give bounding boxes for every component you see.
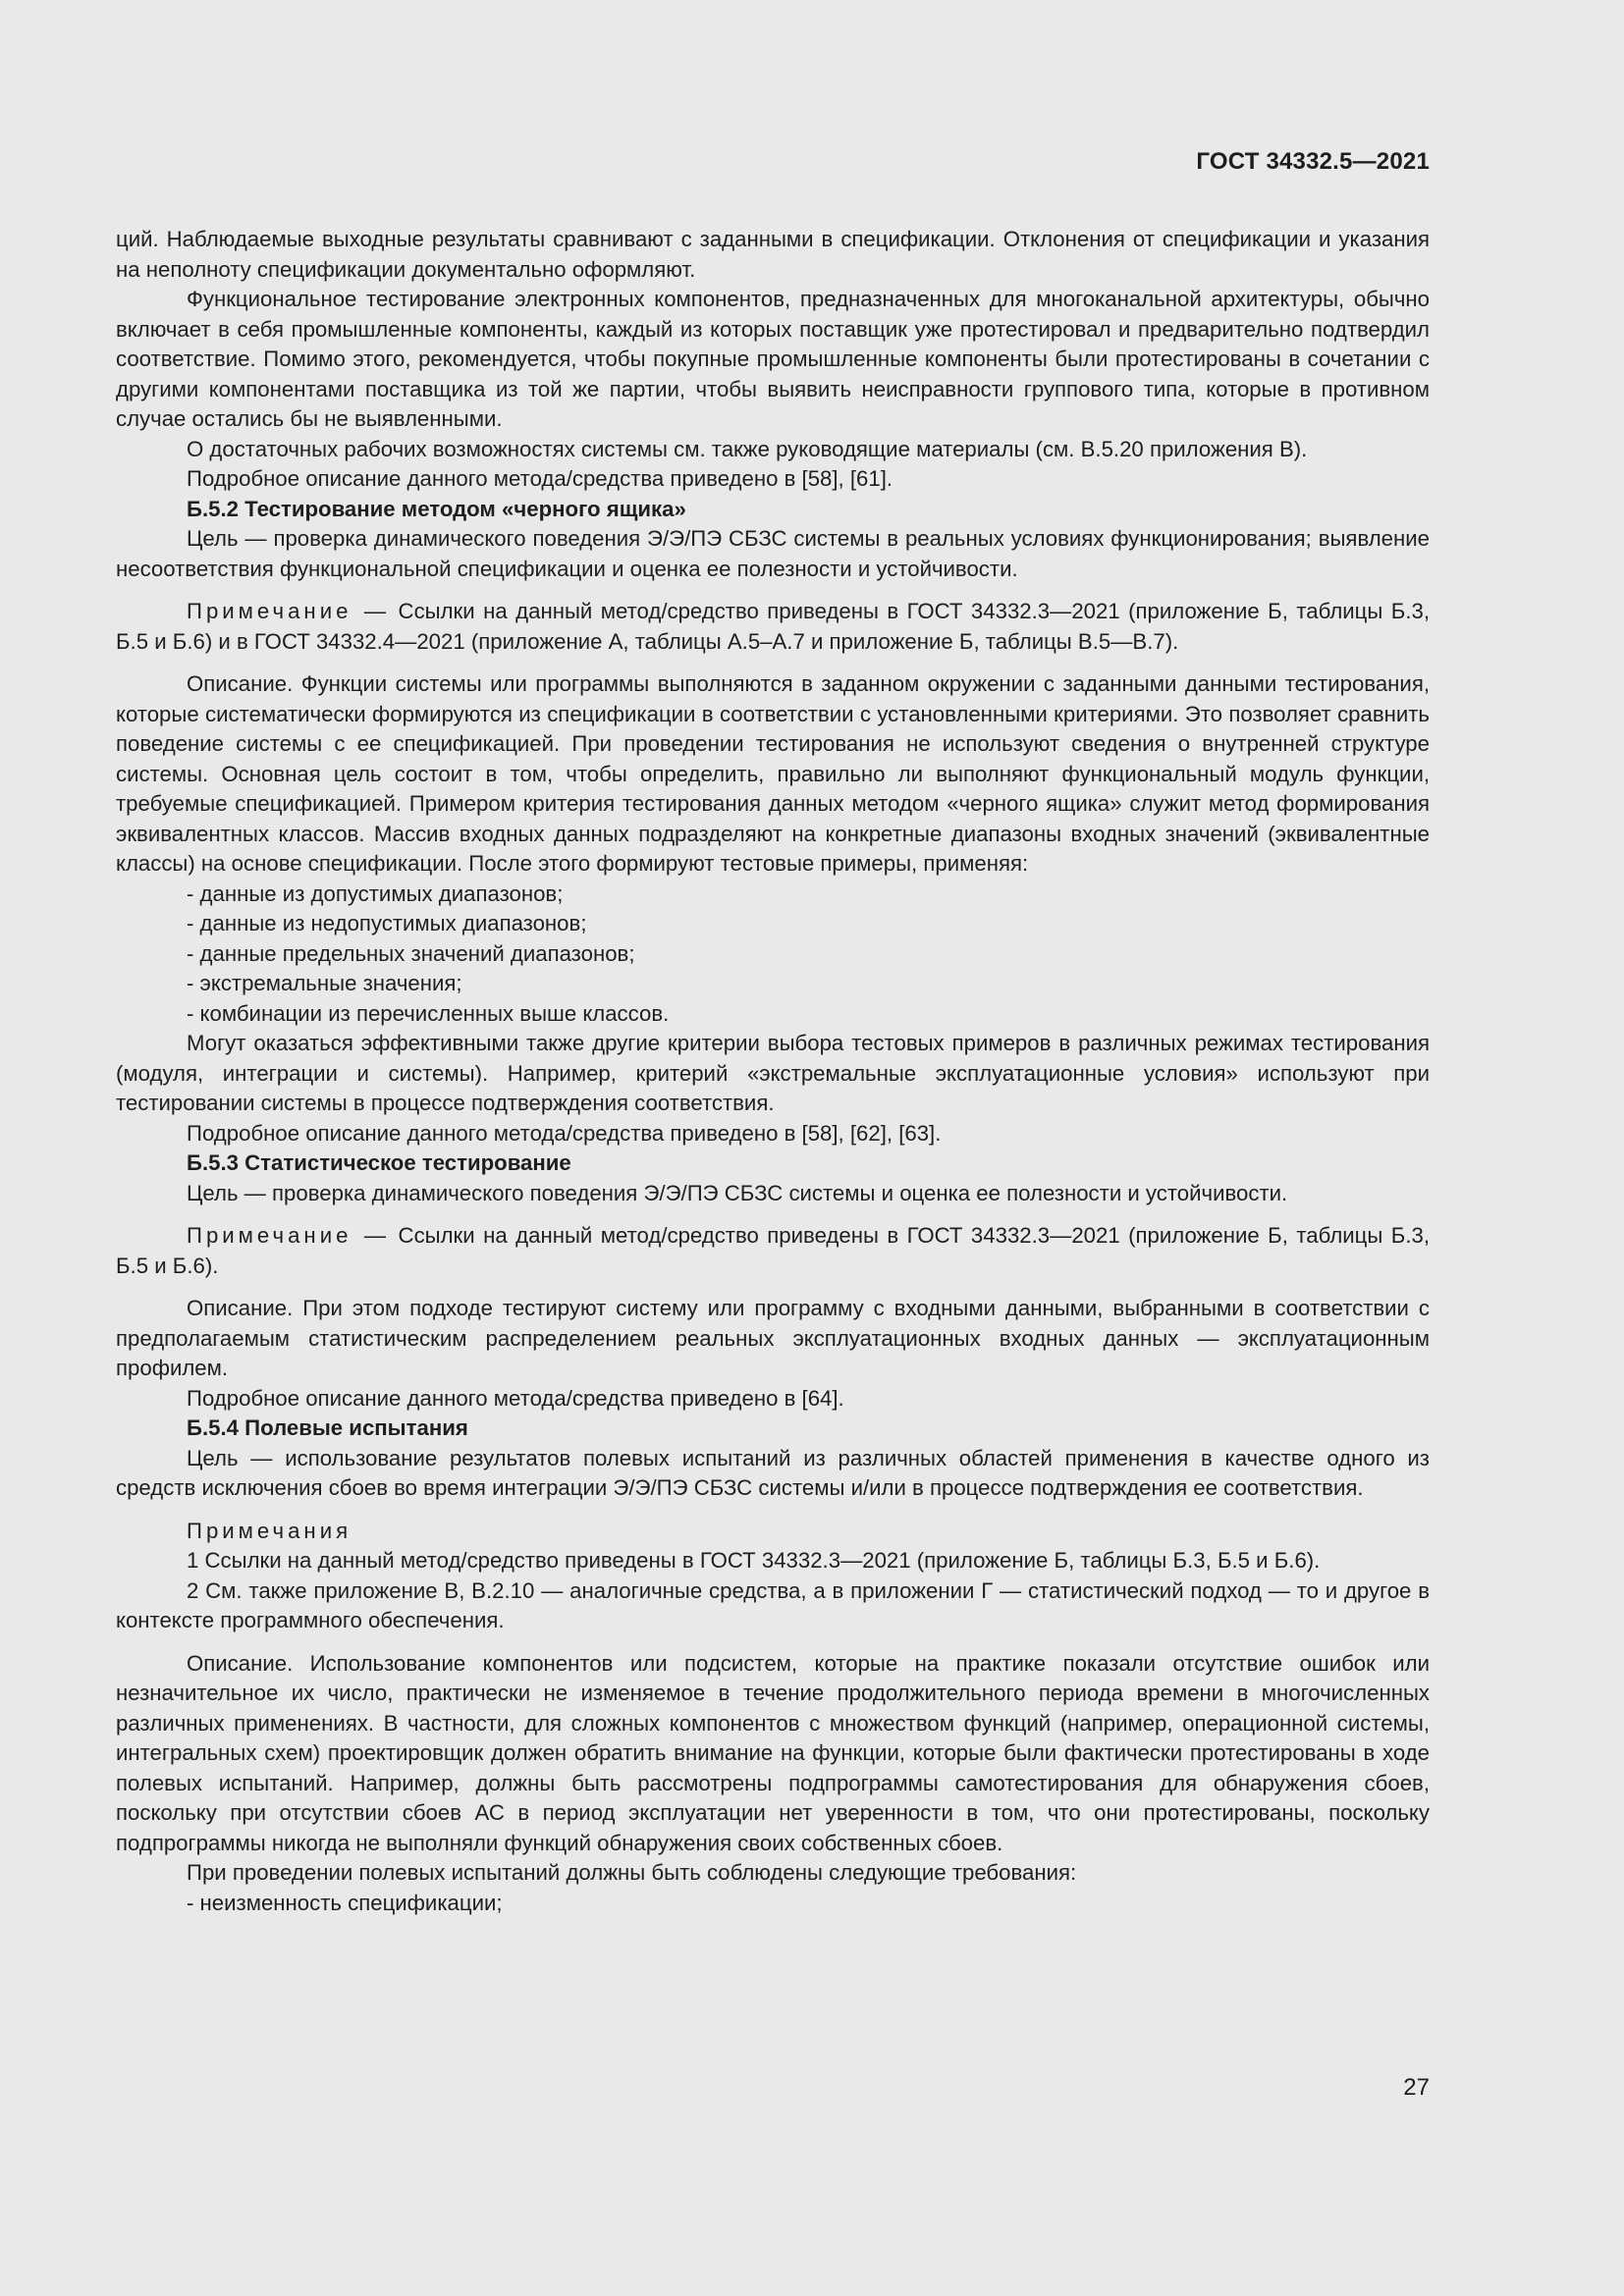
paragraph: О достаточных рабочих возможностях системы см. также руководящие материалы (см. В.5.20 приложения В). xyxy=(187,436,1308,461)
paragraph: Подробное описание данного метода/средства приведено в [64]. xyxy=(187,1385,844,1411)
list-item: - комбинации из перечисленных выше классов. xyxy=(187,1000,670,1026)
paragraph: Функциональное тестирование электронных компонентов, предназначенных для многоканальной архитектуры, обычно включает в себя промышленные компоненты, каждый из которых поставщик уже протестировал и предварительно подтвердил соответствие. Помимо этого, рекомендуется, чтобы покупные промышленные компоненты были протестированы в сочетании с другими компонентами поставщика из той же партии, чтобы выявить неисправности группового типа, которые в противном случае остались бы не выявленными. xyxy=(116,287,1430,431)
paragraph: Цель — проверка динамического поведения Э/Э/ПЭ СБЗС системы в реальных условиях функционирования; выявление несоответствия функциональной спецификации и оценка ее полезности и устойчивости. xyxy=(116,526,1430,581)
list-item: - данные из допустимых диапазонов; xyxy=(187,881,564,906)
document-page xyxy=(116,0,1430,2296)
document-body xyxy=(116,225,1430,1918)
note-item: 1 Ссылки на данный метод/средство приведены в ГОСТ 34332.3—2021 (приложение Б, таблицы Б.3, Б.5 и Б.6). xyxy=(187,1548,1321,1573)
paragraph: Подробное описание данного метода/средства приведено в [58], [61]. xyxy=(187,466,893,491)
note-text: Ссылки на данный метод/средство приведены в ГОСТ 34332.3—2021 (приложение Б, таблицы Б.3, Б.5 и Б.6). xyxy=(116,1223,1431,1278)
paragraph: Описание. При этом подходе тестируют систему или программу с входными данными, выбранными в соответствии с предполагаемым статистическим распределением реальных эксплуатационных входных данных — эксплуатационным профилем. xyxy=(116,1296,1430,1380)
paragraph: Цель — проверка динамического поведения Э/Э/ПЭ СБЗС системы и оценка ее полезности и устойчивости. xyxy=(187,1180,1288,1205)
note-text: Ссылки на данный метод/средство приведены в ГОСТ 34332.3—2021 (приложение Б, таблицы Б.3, Б.5 и Б.6) и в ГОСТ 34332.4—2021 (приложение А, таблицы А.5–А.7 и приложение Б, таблицы В.5—В.7). xyxy=(116,599,1431,654)
paragraph: Описание. Использование компонентов или подсистем, которые на практике показали отсутствие ошибок или незначительное их число, практически не изменяемое в течение продолжительного периода времени в многочисленных различных применениях. В частности, для сложных компонентов с множеством функций (например, операционной системы, интегральных схем) проектировщик должен обратить внимание на функции, которые были фактически протестированы в ходе полевых испытаний. Например, должны быть рассмотрены подпрограммы самотестирования для обнаружения сбоев, поскольку при отсутствии сбоев АС в период эксплуатации нет уверенности в том, что они протестированы, поскольку подпрограммы никогда не выполняли функций обнаружения своих собственных сбоев. xyxy=(116,1650,1430,1855)
list-item: - неизменность спецификации; xyxy=(187,1890,503,1915)
list-item: - экстремальные значения; xyxy=(187,971,462,995)
list-item: - данные предельных значений диапазонов; xyxy=(187,940,635,966)
note-label: Примечание — xyxy=(187,1223,391,1248)
paragraph: Могут оказаться эффективными также другие критерии выбора тестовых примеров в различных режимах тестирования (модуля, интеграции и системы). Например, критерий «экстремальные эксплуатационные условия» используют при тестировании системы в процессе подтверждения соответствия. xyxy=(116,1031,1430,1115)
document-header: ГОСТ 34332.5—2021 xyxy=(1196,148,1430,175)
paragraph: Описание. Функции системы или программы выполняются в заданном окружении с заданными данными тестирования, которые систематически формируются из спецификации в соответствии с установленными критериями. Это позволяет сравнить поведение системы с ее спецификацией. При проведении тестирования не используют сведения о внутренней структуре системы. Основная цель состоит в том, чтобы определить, правильно ли выполняют функциональный модуль функции, требуемые спецификацией. Примером критерия тестирования данных методом «черного ящика» служит метод формирования эквивалентных классов. Массив входных данных подразделяют на конкретные диапазоны входных значений (эквивалентные классы) на основе спецификации. После этого формируют тестовые примеры, применяя: xyxy=(116,671,1430,876)
note-item: 2 См. также приложение В, В.2.10 — аналогичные средства, а в приложении Г — статистический подход — то и другое в контексте программного обеспечения. xyxy=(116,1577,1430,1632)
section-heading: Б.5.4 Полевые испытания xyxy=(187,1415,468,1440)
note xyxy=(116,597,1430,657)
note xyxy=(116,1221,1430,1281)
paragraph: ций. Наблюдаемые выходные результаты сравнивают с заданными в спецификации. Отклонения от спецификации и указания на неполноту спецификации документально оформляют. xyxy=(116,227,1430,282)
paragraph: При проведении полевых испытаний должны быть соблюдены следующие требования: xyxy=(187,1860,1077,1885)
notes-title: Примечания xyxy=(187,1518,352,1543)
paragraph: Цель — использование результатов полевых испытаний из различных областей применения в качестве одного из средств исключения сбоев во время интеграции Э/Э/ПЭ СБЗС системы и/или в процессе подтверждения ее соответствия. xyxy=(116,1445,1430,1500)
paragraph: Подробное описание данного метода/средства приведено в [58], [62], [63]. xyxy=(187,1120,942,1146)
page-number: 27 xyxy=(1403,2074,1430,2101)
note-label: Примечание — xyxy=(187,599,391,623)
list-item: - данные из недопустимых диапазонов; xyxy=(187,911,587,935)
section-heading: Б.5.3 Статистическое тестирование xyxy=(187,1150,571,1175)
section-heading: Б.5.2 Тестирование методом «черного ящика» xyxy=(187,496,686,521)
